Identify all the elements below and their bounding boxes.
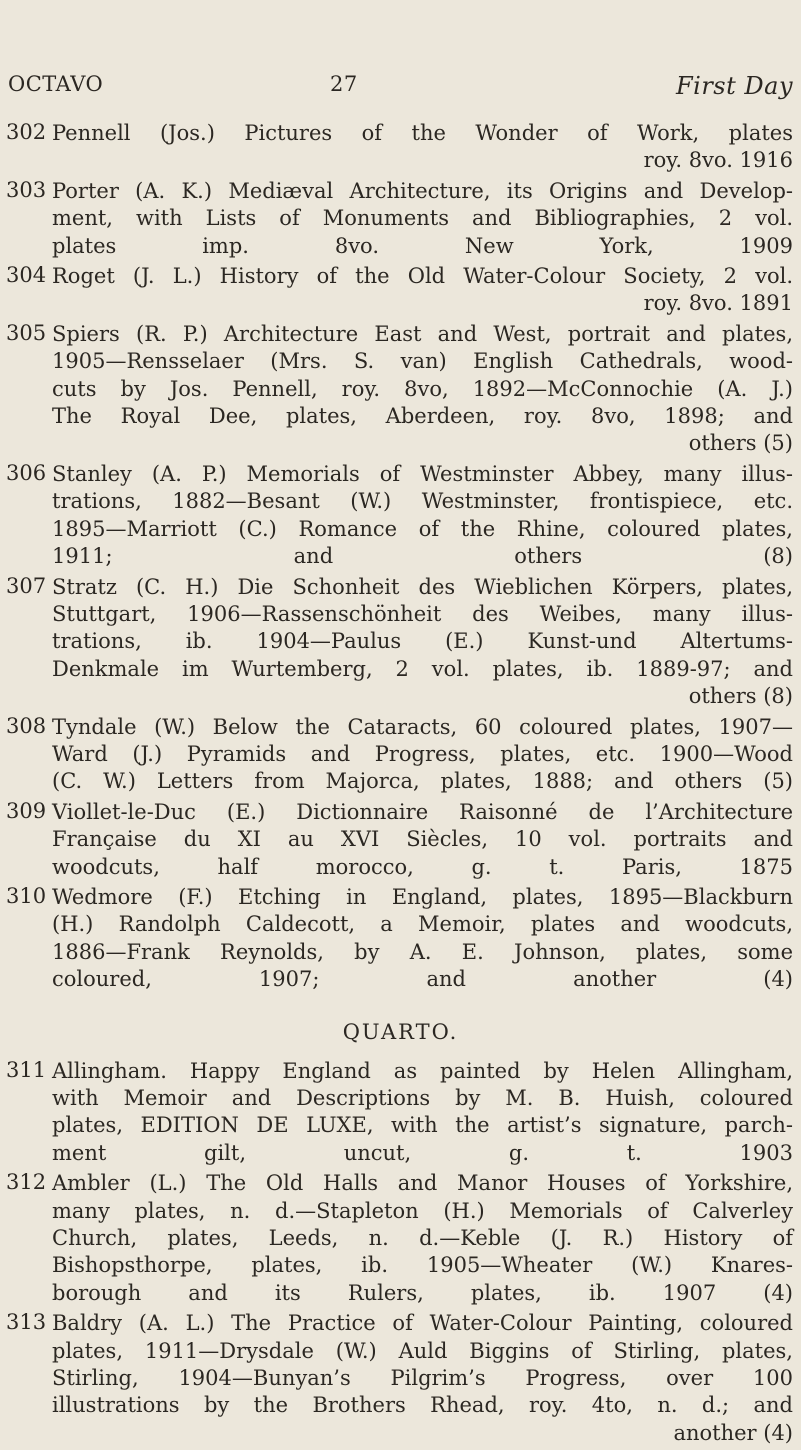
lot-entry	[0, 1170, 801, 1307]
lot-number: 308	[6, 713, 47, 738]
lot-description-line: trations, 1882—Besant (W.) Westminster, frontispiece, etc.	[52, 489, 793, 514]
lot-description-line: Viollet-le-Duc (E.) Dictionnaire Raisonné de l’Architecture	[52, 799, 793, 824]
lot-number: 307	[6, 573, 47, 598]
lot-number: 304	[6, 263, 47, 288]
lot-description-line: plates, EDITION DE LUXE, with the artist’s signature, parch-	[52, 1113, 793, 1138]
header-sale-day: First Day	[676, 72, 793, 100]
lot-description-line: many plates, n. d.—Stapleton (H.) Memorials of Calverley	[52, 1198, 793, 1223]
lot-number: 302	[6, 120, 47, 144]
lot-entry	[0, 884, 801, 994]
lot-entry	[0, 321, 801, 458]
lot-description-line: 1886—Frank Reynolds, by A. E. Johnson, plates, some	[52, 939, 793, 964]
lot-description-line: (C. W.) Letters from Majorca, plates, 1888; and others (5)	[52, 769, 793, 794]
octavo-entries	[0, 120, 801, 994]
lot-description-line: ment, with Lists of Monuments and Bibliographies, 2 vol.	[52, 206, 793, 231]
lot-description-line: Denkmale im Wurtemberg, 2 vol. plates, ib. 1889-97; and	[52, 656, 793, 681]
lot-description-line: Française du XI au XVI Siècles, 10 vol. portraits and	[52, 827, 793, 852]
lot-description-line: (H.) Randolph Caldecott, a Memoir, plates and woodcuts,	[52, 912, 793, 937]
lot-number: 309	[6, 798, 47, 823]
lot-description-line: Roget (J. L.) History of the Old Water-Colour Society, 2 vol.	[52, 264, 793, 289]
lot-description-line: Baldry (A. L.) The Practice of Water-Colour Painting, coloured	[52, 1311, 793, 1336]
header-page-number: 27	[330, 72, 358, 96]
entries-list	[0, 120, 801, 1450]
lot-entry	[0, 714, 801, 796]
lot-description-line: roy. 8vo. 1916	[643, 148, 793, 173]
lot-entry	[0, 1058, 801, 1168]
lot-description-line: trations, ib. 1904—Paulus (E.) Kunst-und Altertums-	[52, 629, 793, 654]
lot-entry	[0, 574, 801, 711]
lot-description-line: illustrations by the Brothers Rhead, roy. 4to, n. d.; and	[52, 1393, 793, 1418]
section-heading-quarto: QUARTO.	[342, 1019, 459, 1044]
lot-description-line: Allingham. Happy England as painted by Helen Allingham,	[52, 1058, 793, 1083]
lot-entry	[0, 263, 801, 318]
lot-description-line: woodcuts, half morocco, g. t. Paris, 1875	[52, 854, 793, 879]
lot-description-line: 1905—Rensselaer (Mrs. S. van) English Cathedrals, wood-	[52, 349, 793, 374]
lot-description-line: plates, 1911—Drysdale (W.) Auld Biggins of Stirling, plates,	[52, 1338, 793, 1363]
lot-description-line: with Memoir and Descriptions by M. B. Huish, coloured	[52, 1086, 793, 1110]
lot-description-line: Ambler (L.) The Old Halls and Manor Houses of Yorkshire,	[52, 1171, 793, 1196]
lot-entry	[0, 178, 801, 260]
lot-entry	[0, 461, 801, 571]
lot-description-line: Porter (A. K.) Mediæval Architecture, its Origins and Develop-	[52, 178, 793, 203]
lot-number: 305	[6, 320, 47, 345]
lot-description-line: Pennell (Jos.) Pictures of the Wonder of Work, plates	[52, 121, 793, 145]
running-header	[0, 72, 801, 102]
lot-description-line: 1895—Marriott (C.) Romance of the Rhine, coloured plates,	[52, 516, 793, 541]
quarto-entries	[0, 1058, 801, 1448]
lot-description-line: The Royal Dee, plates, Aberdeen, roy. 8vo, 1898; and	[52, 404, 793, 429]
lot-description-line: another (4)	[673, 1420, 793, 1445]
lot-description-line: Spiers (R. P.) Architecture East and West, portrait and plates,	[52, 321, 793, 346]
lot-description-line: others (5)	[688, 431, 793, 456]
lot-number: 303	[6, 177, 47, 202]
lot-number: 312	[6, 1170, 47, 1195]
lot-number: 311	[6, 1057, 47, 1082]
lot-number: 310	[6, 883, 47, 908]
lot-description-line: Wedmore (F.) Etching in England, plates, 1895—Blackburn	[52, 884, 793, 909]
lot-description-line: plates imp. 8vo. New York, 1909	[52, 233, 793, 258]
lot-number: 313	[6, 1310, 47, 1335]
lot-description-line: Ward (J.) Pyramids and Progress, plates, etc. 1900—Wood	[52, 741, 793, 766]
lot-description-line: borough and its Rulers, plates, ib. 1907 (4)	[52, 1280, 793, 1305]
lot-entry	[0, 120, 801, 175]
lot-description-line: ment gilt, uncut, g. t. 1903	[52, 1140, 793, 1165]
lot-description-line: Church, plates, Leeds, n. d.—Keble (J. R.) History of	[52, 1226, 793, 1251]
lot-description-line: Stuttgart, 1906—Rassenschönheit des Weibes, many illus-	[52, 601, 793, 626]
lot-entry	[0, 1310, 801, 1447]
lot-description-line: Stanley (A. P.) Memorials of Westminster Abbey, many illus-	[52, 461, 793, 486]
lot-description-line: roy. 8vo. 1891	[643, 291, 793, 316]
lot-description-line: Stirling, 1904—Bunyan’s Pilgrim’s Progress, over 100	[52, 1366, 793, 1391]
lot-description-line: others (8)	[688, 684, 793, 709]
lot-description-line: cuts by Jos. Pennell, roy. 8vo, 1892—McConnochie (A. J.)	[52, 376, 793, 401]
lot-description-line: 1911; and others (8)	[52, 544, 793, 569]
lot-number: 306	[6, 460, 47, 485]
lot-description-line: coloured, 1907; and another (4)	[52, 967, 793, 992]
lot-entry	[0, 799, 801, 881]
header-section-label: OCTAVO	[8, 72, 104, 96]
lot-description-line: Stratz (C. H.) Die Schonheit des Wieblichen Körpers, plates,	[52, 574, 793, 599]
lot-description-line: Tyndale (W.) Below the Cataracts, 60 coloured plates, 1907—	[52, 714, 793, 739]
lot-description-line: Bishopsthorpe, plates, ib. 1905—Wheater (W.) Knares-	[52, 1253, 793, 1278]
